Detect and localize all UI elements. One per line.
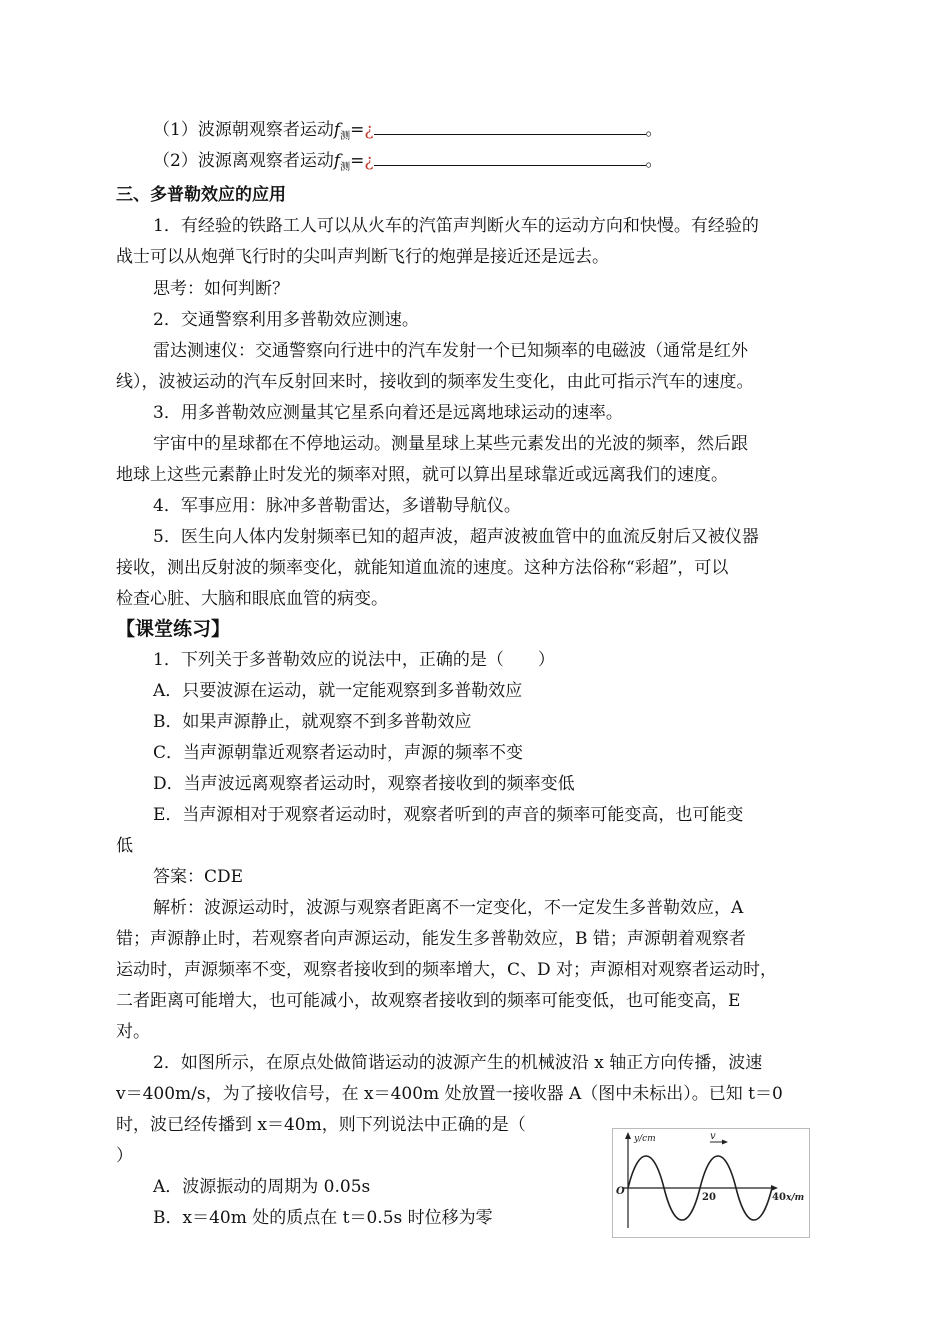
section3-p1-line2: 战士可以从炮弹飞行时的尖叫声判断飞行的炮弹是接近还是远去。: [116, 247, 609, 267]
y-axis-label: y/cm: [634, 1134, 656, 1144]
q2-stem-line2: v＝400m/s，为了接收信号，在 x＝400m 处放置一接收器 A（图中未标出）。已知 t＝0: [116, 1084, 783, 1104]
q1-analysis-line5: 对。: [116, 1022, 150, 1042]
q1-option-a: A．只要波源在运动，就一定能观察到多普勒效应: [153, 681, 523, 701]
formula-line-2: [153, 151, 663, 174]
section3-p5-line3: 检查心脏、大脑和眼底血管的病变。: [116, 589, 388, 609]
q1-option-d: D．当声波远离观察者运动时，观察者接收到的频率变低: [153, 774, 575, 794]
f-symbol: f: [333, 120, 341, 140]
section3-radar-line1: 雷达测速仪：交通警察向行进中的汽车发射一个已知频率的电磁波（通常是红外: [153, 341, 748, 361]
wave-figure: [612, 1128, 810, 1238]
q2-option-a: A．波源振动的周期为 0.05s: [153, 1177, 371, 1197]
f-subscript: 测: [340, 131, 351, 142]
section3-space-line1: 宇宙中的星球都在不停地运动。测量星球上某些元素发出的光波的频率，然后跟: [153, 434, 748, 454]
odd-char: ¿: [364, 151, 374, 171]
period: 。: [645, 120, 663, 140]
equals-sign: =: [350, 151, 365, 171]
section3-p5-line2: 接收，测出反射波的频率变化，就能知道血流的速度。这种方法俗称“彩超”，可以: [116, 558, 729, 578]
q1-option-e: E．当声源相对于观察者运动时，观察者听到的声音的频率可能变高，也可能变: [153, 805, 744, 825]
answer-blank-1[interactable]: [374, 120, 646, 135]
q1-option-c: C．当声源朝靠近观察者运动时，声源的频率不变: [153, 743, 524, 763]
q1-analysis-line2: 错；声源静止时，若观察者向声源运动，能发生多普勒效应，B 错；声源朝着观察者: [116, 929, 746, 949]
q1-stem: 1．下列关于多普勒效应的说法中，正确的是（ ）: [153, 650, 555, 670]
q2-option-b: B．x＝40m 处的质点在 t＝0.5s 时位移为零: [153, 1208, 493, 1228]
q2-stem-line3: 时，波已经传播到 x＝40m，则下列说法中正确的是（: [116, 1115, 526, 1135]
section3-heading: 三、多普勒效应的应用: [116, 185, 286, 205]
x-axis-label: x/m: [786, 1193, 805, 1203]
section3-radar-line2: 线），波被运动的汽车反射回来时，接收到的频率发生变化，由此可指示汽车的速度。: [116, 372, 754, 392]
formula-item2-label: （2）波源离观察者运动: [153, 151, 334, 171]
period: 。: [645, 151, 663, 171]
q1-analysis-line1: 解析：波源运动时，波源与观察者距离不一定变化，不一定发生多普勒效应，A: [153, 898, 744, 918]
formula-line-1: [153, 120, 663, 143]
answer-blank-2[interactable]: [374, 151, 646, 166]
q2-stem-line4: ）: [116, 1146, 133, 1166]
section3-space-line2: 地球上这些元素静止时发光的频率对照，就可以算出星球靠近或远离我们的速度。: [116, 465, 728, 485]
q1-analysis-line4: 二者距离可能增大，也可能减小，故观察者接收到的频率可能变低，也可能变高，E: [116, 991, 741, 1011]
q1-answer: 答案：CDE: [153, 867, 244, 887]
figure-frame: [613, 1129, 810, 1238]
origin-label: O: [616, 1186, 625, 1197]
f-symbol: f: [333, 151, 341, 171]
section3-p2: 2．交通警察利用多普勒效应测速。: [153, 310, 419, 330]
f-subscript: 测: [340, 162, 351, 173]
section3-p4: 4．军事应用：脉冲多普勒雷达，多谱勒导航仪。: [153, 496, 521, 516]
formula-item1-label: （1）波源朝观察者运动: [153, 120, 334, 140]
section3-think: 思考：如何判断？: [153, 279, 289, 299]
q1-analysis-line3: 运动时，声源频率不变，观察者接收到的频率增大，C、D 对；声源相对观察者运动时，: [116, 960, 778, 980]
section3-p1-line1: 1．有经验的铁路工人可以从火车的汽笛声判断火车的运动方向和快慢。有经验的: [153, 216, 759, 236]
odd-char: ¿: [364, 120, 374, 140]
section3-p3: 3．用多普勒效应测量其它星系向着还是远离地球运动的速率。: [153, 403, 623, 423]
q1-option-e-cont: 低: [116, 836, 133, 856]
equals-sign: =: [350, 120, 365, 140]
practice-heading: 【课堂练习】: [116, 618, 231, 640]
tick-20-label: 20: [702, 1192, 716, 1203]
q1-option-b: B．如果声源静止，就观察不到多普勒效应: [153, 712, 472, 732]
v-label: v: [710, 1131, 716, 1142]
tick-40-label: 40: [772, 1192, 786, 1203]
q2-stem-line1: 2．如图所示，在原点处做简谐运动的波源产生的机械波沿 x 轴正方向传播，波速: [153, 1053, 763, 1073]
section3-p5-line1: 5．医生向人体内发射频率已知的超声波，超声波被血管中的血流反射后又被仪器: [153, 527, 759, 547]
